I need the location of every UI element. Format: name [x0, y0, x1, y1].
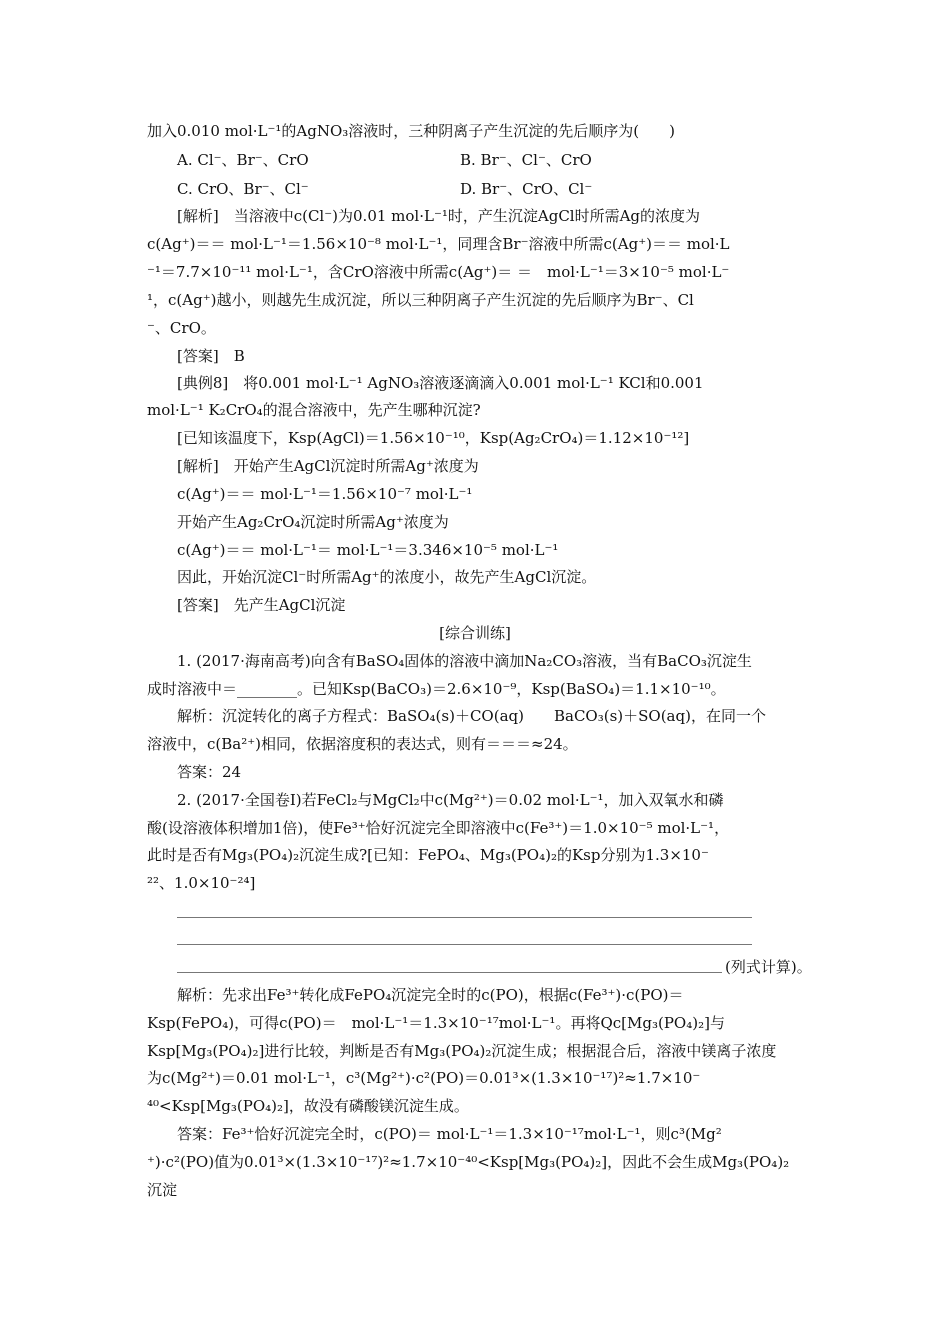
text-line: ¹，c(Ag⁺)越小，则越先生成沉淀，所以三种阴离子产生沉淀的先后顺序为Br⁻、Cl — [147, 291, 694, 309]
text-line: Ksp(FePO₄)，可得c(PO)＝ mol·L⁻¹＝1.3×10⁻¹⁷mol·L⁻¹。再将Qc[Mg₃(PO₄)₂]与 — [147, 1014, 725, 1032]
text-line: (列式计算)。 — [725, 958, 812, 976]
text-line: ⁻、CrO。 — [147, 319, 216, 337]
text-line: B. Br⁻、Cl⁻、CrO — [460, 151, 592, 169]
text-line: c(Ag⁺)＝＝ mol·L⁻¹＝1.56×10⁻⁸ mol·L⁻¹，同理含Br⁻溶液中所需c(Ag⁺)＝＝ mol·L — [147, 235, 730, 253]
text-line: ⁴⁰<Ksp[Mg₃(PO₄)₂]，故没有磷酸镁沉淀生成。 — [147, 1097, 469, 1115]
answer-line — [177, 917, 752, 918]
text-line: c(Ag⁺)＝＝ mol·L⁻¹＝ mol·L⁻¹＝3.346×10⁻⁵ mol·L⁻¹ — [177, 541, 559, 559]
text-line: 1. (2017·海南高考)向含有BaSO₄固体的溶液中滴加Na₂CO₃溶液，当有BaCO₃沉淀生 — [177, 652, 752, 670]
text-line: 解析：先求出Fe³⁺转化成FePO₄沉淀完全时的c(PO)，根据c(Fe³⁺)·c(PO)＝ — [177, 986, 684, 1004]
text-line: ⁻¹＝7.7×10⁻¹¹ mol·L⁻¹，含CrO溶液中所需c(Ag⁺)＝ ＝ mol·L⁻¹＝3×10⁻⁵ mol·L⁻ — [147, 263, 730, 281]
text-line: 酸(设溶液体积增加1倍)，使Fe³⁺恰好沉淀完全即溶液中c(Fe³⁺)＝1.0×10⁻⁵ mol·L⁻¹， — [147, 819, 730, 837]
text-line: [答案] B — [177, 347, 245, 365]
text-line: [典例8] 将0.001 mol·L⁻¹ AgNO₃溶液逐滴滴入0.001 mol·L⁻¹ KCl和0.001 — [177, 374, 704, 392]
text-line: D. Br⁻、CrO、Cl⁻ — [460, 180, 593, 198]
text-line: [解析] 当溶液中c(Cl⁻)为0.01 mol·L⁻¹时，产生沉淀AgCl时所需Ag的浓度为 — [177, 207, 701, 225]
text-line: 成时溶液中＝________。已知Ksp(BaCO₃)＝2.6×10⁻⁹，Ksp(BaSO₄)＝1.1×10⁻¹⁰。 — [147, 680, 726, 698]
text-line: 为c(Mg²⁺)＝0.01 mol·L⁻¹，c³(Mg²⁺)·c²(PO)＝0.01³×(1.3×10⁻¹⁷)²≈1.7×10⁻ — [147, 1069, 701, 1087]
text-line: 答案：24 — [177, 763, 242, 781]
text-line: ²²、1.0×10⁻²⁴] — [147, 874, 256, 892]
text-line: 沉淀 — [147, 1181, 178, 1199]
text-line: 加入0.010 mol·L⁻¹的AgNO₃溶液时，三种阴离子产生沉淀的先后顺序为( ) — [147, 122, 675, 140]
text-line: Ksp[Mg₃(PO₄)₂]进行比较，判断是否有Mg₃(PO₄)₂沉淀生成；根据混合后，溶液中镁离子浓度 — [147, 1042, 777, 1060]
text-line: A. Cl⁻、Br⁻、CrO — [177, 151, 309, 169]
text-line: [已知该温度下，Ksp(AgCl)＝1.56×10⁻¹⁰，Ksp(Ag₂CrO₄)＝1.12×10⁻¹²] — [177, 429, 690, 447]
text-line: 溶液中，c(Ba²⁺)相同，依据溶度积的表达式，则有＝＝＝≈24。 — [147, 735, 578, 753]
answer-line — [177, 944, 752, 945]
text-line: 答案：Fe³⁺恰好沉淀完全时，c(PO)＝ mol·L⁻¹＝1.3×10⁻¹⁷mol·L⁻¹，则c³(Mg² — [177, 1125, 722, 1143]
text-line: [答案] 先产生AgCl沉淀 — [177, 596, 346, 614]
text-line: C. CrO、Br⁻、Cl⁻ — [177, 180, 309, 198]
text-line: 开始产生Ag₂CrO₄沉淀时所需Ag⁺浓度为 — [177, 513, 449, 531]
answer-line — [177, 972, 722, 973]
text-line: c(Ag⁺)＝＝ mol·L⁻¹＝1.56×10⁻⁷ mol·L⁻¹ — [177, 485, 473, 503]
text-line: mol·L⁻¹ K₂CrO₄的混合溶液中，先产生哪种沉淀? — [147, 401, 481, 419]
text-line: [解析] 开始产生AgCl沉淀时所需Ag⁺浓度为 — [177, 457, 479, 475]
text-line: 解析：沉淀转化的离子方程式：BaSO₄(s)＋CO(aq) BaCO₃(s)＋SO(aq)，在同一个 — [177, 707, 766, 725]
text-line: ⁺)·c²(PO)值为0.01³×(1.3×10⁻¹⁷)²≈1.7×10⁻⁴⁰<Ksp[Mg₃(PO₄)₂]，因此不会生成Mg₃(PO₄)₂ — [147, 1153, 790, 1171]
text-line: 此时是否有Mg₃(PO₄)₂沉淀生成?[已知：FePO₄、Mg₃(PO₄)₂的Ksp分别为1.3×10⁻ — [147, 846, 709, 864]
text-line: 因此，开始沉淀Cl⁻时所需Ag⁺的浓度小，故先产生AgCl沉淀。 — [177, 568, 597, 586]
section-title: [综合训练] — [439, 624, 511, 642]
text-line: 2. (2017·全国卷Ⅰ)若FeCl₂与MgCl₂中c(Mg²⁺)＝0.02 mol·L⁻¹，加入双氧水和磷 — [177, 791, 724, 809]
